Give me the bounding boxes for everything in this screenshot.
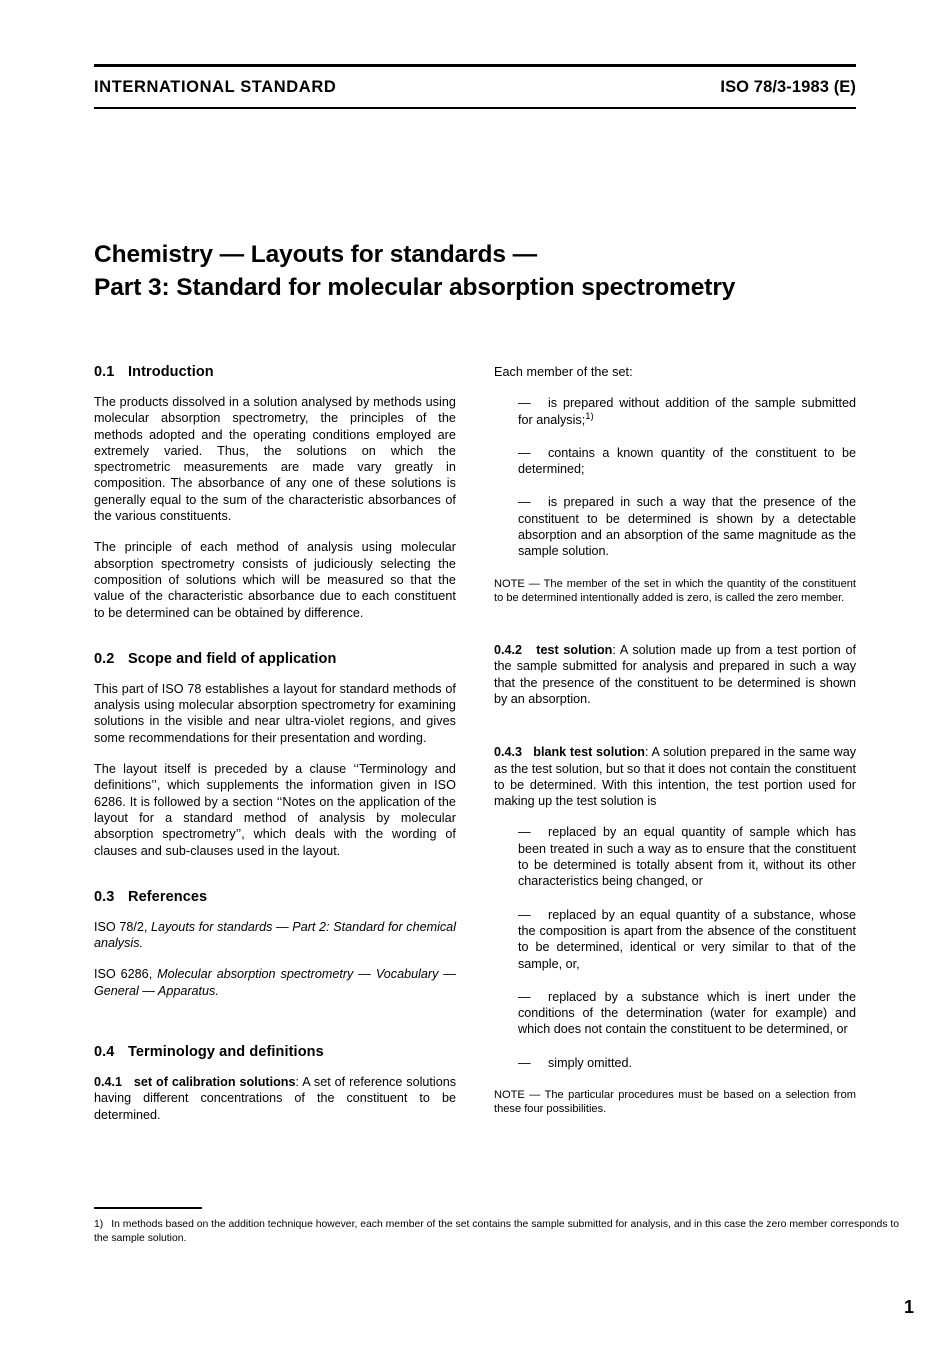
header-row (94, 67, 856, 107)
definition-number: 0.4.1 (94, 1075, 123, 1090)
reference-designation: ISO 78/2, (94, 919, 151, 934)
paragraph-0-1-2: The principle of each method of analysis using molecular absorption spectrometry consists of judiciously selecting the composition of solutions which will be measured so that the value of the characteristic absorbance due to each constituent to be determined can be obtained by difference. (94, 540, 456, 620)
two-column-body (94, 364, 856, 1204)
reference-iso-6286 (94, 966, 456, 999)
page-number: 1 (903, 1297, 914, 1317)
header-rule-bottom (94, 107, 856, 109)
em-dash-marker: — (518, 825, 531, 840)
title-line-1: Chemistry — Layouts for standards — (94, 241, 538, 268)
definition-text: : A solution made up from a test portion of the sample submitted for analysis and prepared in such a way that the presence of the constituent to be determined is shown by an absorption. (494, 643, 856, 706)
list-intro-line: Each member of the set: (494, 365, 633, 379)
section-title: Scope and field of application (128, 650, 337, 667)
em-dash-marker: — (518, 495, 531, 510)
spacer (94, 621, 456, 651)
left-column (94, 364, 456, 1138)
reference-iso-78-2 (94, 919, 456, 952)
definition-term: blank test solution (533, 745, 645, 760)
note-zero-member: NOTE — The member of the set in which the quantity of the constituent to be determined intentionally added is zero, is called the zero member. (494, 577, 856, 604)
definition-text: : A solution prepared in the same way as the test solution, but so that it does not contain the constituent to be determined. With this intention, the test portion used for making up the test solution is (494, 745, 857, 809)
section-heading-0-3 (94, 889, 456, 905)
list-item-text: replaced by an equal quantity of sample which has been treated in such a way as to ensure that the constituent to be determined is totally absent from it, without its other characteristics being changed, or (518, 825, 856, 889)
spacer (494, 722, 856, 744)
definition-0-4-3 (494, 744, 856, 809)
standard-reference-label: ISO 78/3-1983 (E) (720, 78, 856, 96)
list-item-text: replaced by a substance which is inert under the conditions of the determination (water for example) and which does not contain the constituent to be determined, or (518, 989, 856, 1037)
list-item-text: is prepared without addition of the sample submitted for analysis; (518, 396, 856, 427)
list-item (494, 395, 856, 428)
definition-text: : A set of reference solutions having different concentrations of the constituent to be determined. (94, 1075, 456, 1122)
em-dash-marker: — (518, 989, 531, 1004)
definition-0-4-2 (494, 642, 856, 707)
list-item (494, 907, 856, 972)
footnote-separator-rule (94, 1207, 202, 1209)
definition-term: test solution (536, 643, 613, 658)
definition-term: set of calibration solutions (133, 1075, 296, 1090)
em-dash-marker: — (518, 1055, 531, 1070)
footnote-marker: 1) (94, 1219, 104, 1230)
definition-number: 0.4.2 (494, 643, 523, 658)
reference-title: Molecular absorption spectrometry — Vocabulary — General — Apparatus. (94, 967, 456, 998)
footnote-text: In methods based on the addition technique however, each member of the set contains the sample submitted for analysis, and in this case the zero member corresponds to the sample solution. (94, 1219, 900, 1244)
list-item (494, 1055, 856, 1071)
em-dash-marker: — (518, 907, 531, 922)
right-column (494, 364, 856, 1131)
section-number: 0.1 (94, 364, 115, 380)
title-line-2: Part 3: Standard for molecular absorption spectrometry (94, 274, 736, 301)
definition-0-4-1 (94, 1074, 456, 1123)
em-dash-marker: — (518, 396, 531, 411)
list-item-text: contains a known quantity of the constituent to be determined; (518, 445, 856, 477)
page-title (94, 238, 884, 304)
list-item (494, 824, 856, 889)
paragraph-0-2-1: This part of ISO 78 establishes a layout for standard methods of analysis using molecular absorption spectrometry for examining solutions in the visible and near ultra-violet regions, and gives some recommendations for their presentation and wording. (94, 681, 456, 745)
paragraph-0-2-2: The layout itself is preceded by a clause ‘‘Terminology and definitions’’, which supplements the information given in ISO 6286. It is followed by a section ‘‘Notes on the application of the layout for a standard method of analysis by molecular absorption spectrometry’’, which deals with the wording of clauses and sub-clauses used in the layout. (94, 762, 456, 858)
definition-number: 0.4.3 (494, 745, 523, 760)
paragraph-0-1-1: The products dissolved in a solution analysed by methods using molecular absorption spectrometry, the principles of the methods adopted and the operating conditions employed are extremely varied. Thus, the solutions on which the spectrometric measurements are made vary greatly in composition. The absorbance of any one of these solutions is generally equal to the sum of the characteristic absorbances of the various constituents. (94, 395, 456, 524)
em-dash-marker: — (518, 445, 531, 460)
section-heading-0-2 (94, 651, 456, 667)
section-number: 0.3 (94, 888, 115, 905)
reference-designation: ISO 6286, (94, 967, 158, 982)
document-type-label: INTERNATIONAL STANDARD (94, 78, 337, 96)
section-number: 0.2 (94, 650, 115, 667)
section-title: Terminology and definitions (128, 1044, 324, 1061)
page-footnote (94, 1207, 914, 1246)
list-item-text: simply omitted. (548, 1055, 632, 1070)
list-item (494, 989, 856, 1038)
list-item (494, 494, 856, 559)
section-title: References (128, 888, 208, 905)
spacer (94, 859, 456, 889)
reference-title: Layouts for standards — Part 2: Standard for chemical analysis. (94, 919, 456, 951)
section-number: 0.4 (94, 1044, 115, 1061)
section-heading-0-4 (94, 1044, 456, 1060)
list-item-text: replaced by an equal quantity of a substance, whose the composition is apart from the absence of the constituent to be determined, identical or very similar to that of the sample, or, (518, 907, 856, 971)
section-heading-0-1 (94, 364, 456, 380)
note-four-possibilities: NOTE — The particular procedures must be based on a selection from these four possibilities. (494, 1089, 856, 1116)
page-header (94, 64, 856, 109)
footnote-body (94, 1218, 914, 1246)
list-item-text: is prepared in such a way that the presence of the constituent to be determined is shown by a detectable absorption and an absorption of the same magnitude as the sample solution. (518, 495, 856, 559)
section-title: Introduction (128, 364, 214, 380)
spacer (494, 620, 856, 642)
footnote-reference-marker: 1) (585, 410, 594, 422)
spacer (94, 1014, 456, 1044)
list-item (494, 445, 856, 478)
